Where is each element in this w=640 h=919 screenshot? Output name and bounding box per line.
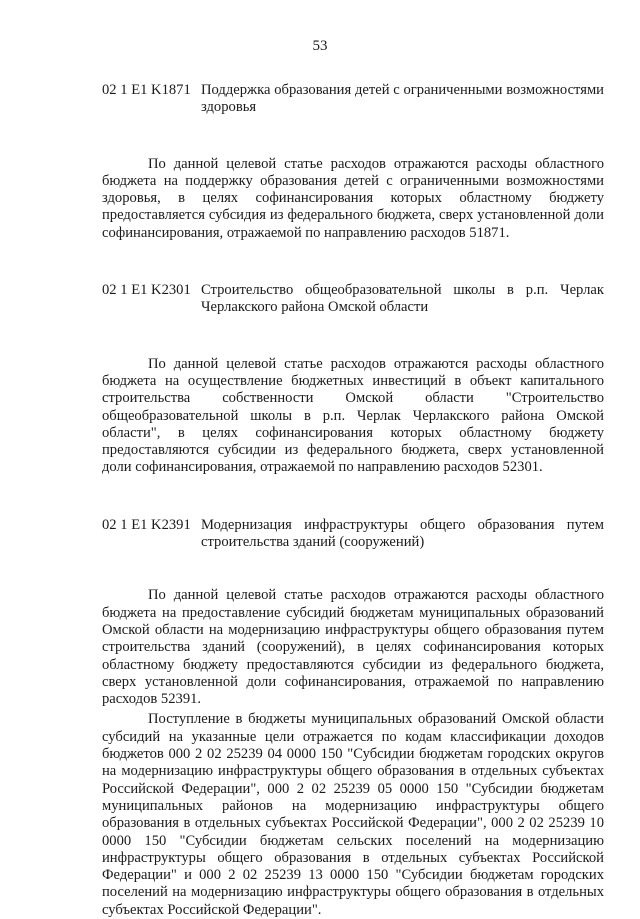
article-code: 02 1 E1 K1871 bbox=[102, 82, 191, 98]
article-code: 02 1 E1 K2301 bbox=[102, 282, 191, 299]
article-description: По данной целевой статье расходов отражаются расходы областного бюджета на осуществление бюджетных инвестиций в объект капитального строительства собственности Омской области "Строительство общеобразовательной школы в р.п. Черлак Черлакского района Омской области", в целях софинансирования которых областному бюджету предоставляются субсидии из федерального бюджета, сверх установленной доли софинансирования, отражаемой по направлению расходов 52301. bbox=[102, 355, 604, 476]
page-number: 53 bbox=[312, 38, 328, 54]
article-title: Строительство общеобразовательной школы в р.п. Черлак Черлакского района Омской области bbox=[201, 282, 604, 316]
article-code: 02 1 E1 K2391 bbox=[102, 516, 191, 533]
section-heading bbox=[102, 282, 604, 317]
article-title: Поддержка образования детей с ограниченными возможностями здоровья bbox=[201, 82, 604, 116]
section-heading bbox=[102, 82, 604, 117]
budget-article-section bbox=[102, 282, 604, 477]
article-title: Модернизация инфраструктуры общего образования путем строительства зданий (сооружений) bbox=[201, 516, 604, 551]
document-body bbox=[102, 82, 604, 919]
article-description: По данной целевой статье расходов отражаются расходы областного бюджета на поддержку образования детей с ограниченными возможностями здоровья, в целях софинансирования которых областному бюджету предоставляется субсидия из федерального бюджета, сверх установленной доли софинансирования, отражаемой по направлению расходов 51871. bbox=[102, 155, 604, 241]
section-heading bbox=[102, 517, 604, 552]
budget-article-section bbox=[102, 517, 604, 919]
revenue-classification-paragraph: Поступление в бюджеты муниципальных образований Омской области субсидий на указанные цели отражается по кодам классификации доходов бюджетов 000 2 02 25239 04 0000 150 "Субсидии бюджетам городских округов на модернизацию инфраструктуры общего образования в отдельных субъектах Российской Федерации", 000 2 02 25239 05 0000 150 "Субсидии бюджетам муниципальных районов на модернизацию инфраструктуры общего образования в отдельных субъектах Российской Федерации", 000 2 02 25239 10 0000 150 "Субсидии бюджетам сельских поселений на модернизацию инфраструктуры общего образования в отдельных субъектах Российской Федерации" и 000 2 02 25239 13 0000 150 "Субсидии бюджетам городских поселений на модернизацию инфраструктуры общего образования в отдельных субъектах Российской Федерации". bbox=[102, 711, 604, 918]
article-description: По данной целевой статье расходов отражаются расходы областного бюджета на предоставление субсидий бюджетам муниципальных образований Омской области на модернизацию инфраструктуры общего образования путем строительства зданий (сооружений), в целях софинансирования которых областному бюджету предоставляются субсидии из федерального бюджета, сверх установленной доли софинансирования, отражаемой по направлению расходов 52391. bbox=[102, 587, 604, 708]
budget-article-section bbox=[102, 82, 604, 242]
